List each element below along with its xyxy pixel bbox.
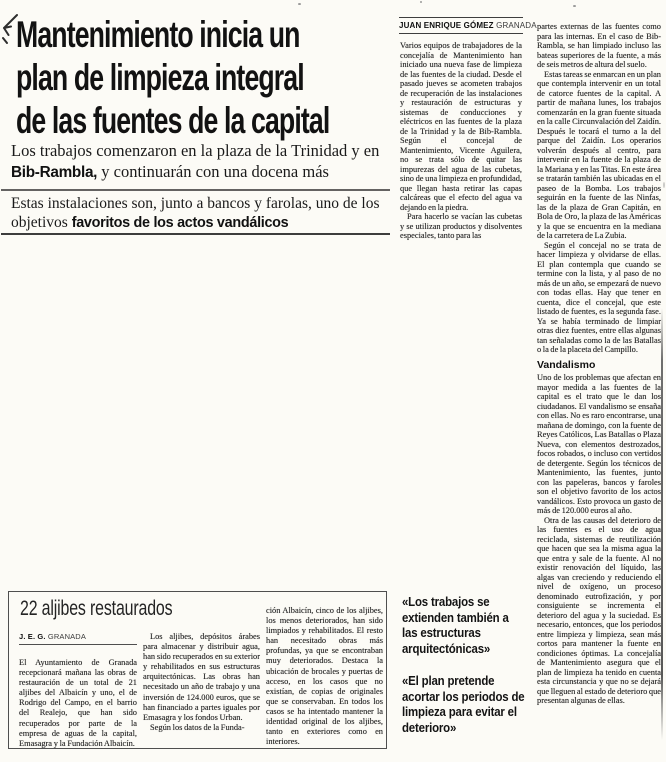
paragraph: Según el concejal no se trata de hacer limpieza y olvidarse de ellas. El plan contempla que cuando se termine con la lista, y al paso de no más de un año, se empezará de nuevo con todas ellas. Hay que tener en cuenta, dice el concejal, que este listado de fuentes, es la segunda fase. Ya se había terminado de limpiar otras diez fuentes, entre ellas algunas tan señaladas como la de las Batallas o la de la placeta del Campillo. [537, 240, 661, 354]
horizontal-rule-2 [1, 233, 390, 235]
paragraph: Uno de los problemas que afectan en mayor medida a las fuentes de la capital es el trato que le dan los ciudadanos. El vandalismo se ensaña con ellas. No es raro encontrarse, una mañana de domingo, con la fuente de Reyes Católicos, Las Batallas o Plaza Nueva, con elementos destrozados, focos robados, o incluso con vertidos de detergente. Según los técnicos de Mantenimiento, las fuentes, junto con las papeleras, bancos y faroles son el objetivo favorito de los actos vandálicos. Esto provoca un gasto de más de 120.000 euros al año. [537, 373, 661, 515]
paragraph: Según los datos de la Funda- [150, 722, 245, 732]
pull-quote-1: «Los trabajos se extienden también a las estructuras arquitectónicas» [402, 594, 509, 656]
column-rule [661, 308, 663, 740]
paragraph: Estas tareas se enmarcan en un plan que contempla intervenir en un total de catorce fuentes de la capital. A partir de mañana lunes, los trabajos comenzarán en la gran fuente situada en la calle Circunvalación del Zaidín. Después le tocará el turno a la del parque del Zaidín. Los operarios volverán después al centro, para intervenir en la fuente de la plaza de la Mariana y en las Titas. En este área se tratarán también las ubicadas en el paseo de la Bomba. Los trabajos seguirán en la fuente de las Ninfas, las de la plaza de Gran Capitán, en Bola de Oro, la plaza de las Américas y la que se encuentra en la mediana de la carretera de La Zubia. [537, 69, 661, 240]
byline [399, 17, 537, 34]
standfirst [11, 141, 393, 183]
box-column-1 [19, 658, 137, 749]
box-byline-author: J. E. G. [19, 632, 46, 641]
box-column-3 [266, 606, 383, 747]
paragraph: El Ayuntamiento de Granada recepcionará mañana las obras de restauración de un total de 21 aljibes del Albaicín y uno, el de Rodrigo del Campo, en el barrio del Realejo, que han sido recuperados por parte de la empresa de aguas de la capital, Emasagra y la Fundación Albaicín. [19, 658, 137, 748]
box-article [8, 591, 387, 749]
standfirst-text: Los trabajos comenzaron en la plaza de la Trinidad y en [11, 141, 380, 160]
paragraph: partes externas de las fuentes como para las internas. En el caso de Bib-Rambla, se han limpiado incluso las bateas superiores de la fuente, a más de seis metros de altura del suelo. [537, 22, 661, 69]
paragraph: Para hacerlo se vacían las cubetas y se utilizan productos y disolventes especiales, tanto para las [400, 212, 522, 240]
scan-speck [663, 182, 665, 188]
deck-text: Estas instalaciones son, junto a bancos y farolas, uno de los objetivos [11, 195, 380, 231]
headline [16, 13, 419, 142]
paragraph: Otra de las causas del deterioro de las fuentes es el uso de agua reciclada, sistemas de reutilización que hacen que sea la misma agua la que entra y sale de la fuente. Al no existir renovación del líquido, las algas van creciendo y reduciendo el nivel de oxígeno, un proceso denominado eutrofización, y por consiguiente se incrementa el deterioro del agua y la suciedad. Es necesario, entonces, que los periodos entre limpieza y limpieza, sean más cortos para mantener la fuente en condiciones óptimas. La concejalía de Mantenimiento asegura que el plan de limpieza ha tenido en cuenta esta circunstancia y que no se dejará que lleguen al estado de deterioro que presentan algunas de ellas. [537, 515, 661, 705]
pull-quote-2: «El plan pretende acortar los periodos de limpieza para evitar el deterioro» [402, 673, 525, 735]
headline-line-3: de las fuentes de la capital [16, 100, 330, 141]
headline-line-1: Mantenimiento inicia un [16, 14, 300, 55]
box-article-byline [19, 632, 137, 645]
box-byline-place: GRANADA [47, 632, 87, 641]
paragraph: Los aljibes, depósitos árabes para almacenar y distribuir agua, han sido recuperados en su exterior y rehabilitados en sus estructuras arquitectónicas. Las obras han necesitado un año de trabajo y una inversión de 124.000 euros, que se han financiado a partes iguales por Emasagra y los fondos Urban. [143, 632, 260, 722]
byline-author: JUAN ENRIQUE GÓMEZ [399, 20, 494, 30]
paragraph: ción Albaicín, cinco de los aljibes, los menos deteriorados, han sido limpiados y rehabilitados. El resto han necesitado obras más profundas, ya que se encontraban muy deteriorados. Destaca la ubicación de brocales y puertas de acceso, en los casos que no existían, de copias de originales que se conservaban. En todos los casos se ha intentado mantener la identidad original de los aljibes, tanto en exteriores como en interiores. [266, 606, 383, 747]
box-article-title: 22 aljibes restaurados [20, 596, 173, 620]
article-column-2 [537, 22, 661, 706]
horizontal-rule-1 [1, 189, 390, 191]
deck-bold-text: favoritos de los actos vandálicos [71, 214, 289, 231]
scan-speck [573, 5, 576, 7]
paragraph: Varios equipos de trabajadores de la concejalía de Mantenimiento han iniciado una nueva fase de limpieza de las fuentes de la ciudad. Desde el pasado jueves se acometen trabajos de recuperación de las instalaciones y restauración de estructuras y sistemas de conducciones y eléctricos en las fuentes de la plaza de la Trinidad y la de Bib-Rambla. Según el concejal de Mantenimiento, Vicente Aguilera, no se trata sólo de quitar las impurezas del agua de las cubetas, sino de una limpieza en profundidad, que llegan hasta retirar las capas calcáreas que el efecto del agua va dejando en la piedra. [400, 41, 522, 212]
scan-speck [298, 3, 301, 5]
section-heading-vandalismo: Vandalismo [537, 358, 596, 371]
box-column-2 [143, 632, 260, 733]
standfirst-text: y continuarán con una docena más [97, 161, 329, 181]
headline-line-2: plan de limpieza integral [16, 57, 304, 98]
deck [11, 195, 395, 232]
pull-quotes [402, 594, 525, 735]
byline-place: GRANADA [496, 20, 537, 30]
article-column-1 [400, 41, 522, 241]
standfirst-bold-text: Bib-Rambla, [11, 163, 98, 181]
scan-speck [420, 1, 422, 3]
